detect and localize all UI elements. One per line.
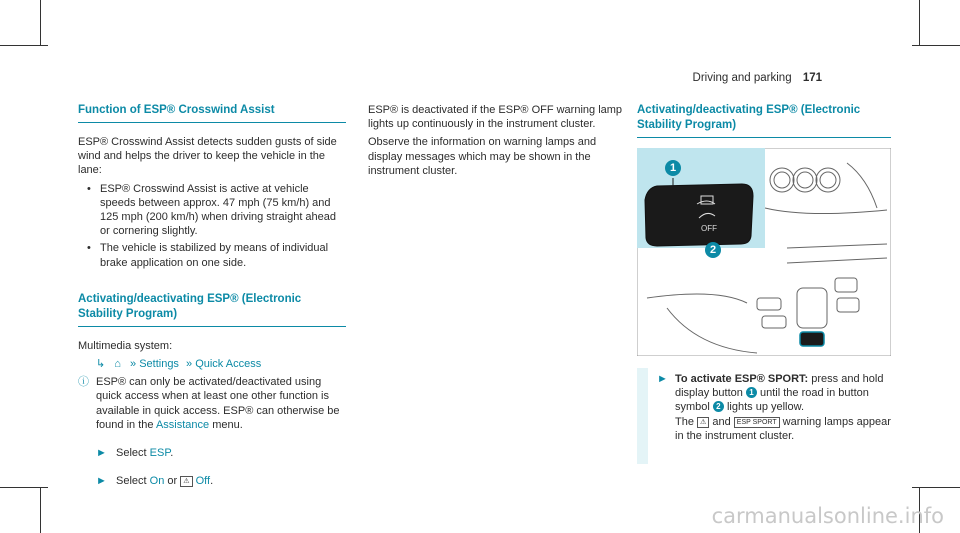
- return-arrow-icon: ↳: [96, 358, 106, 371]
- list-item: • The vehicle is stabilized by means of individual brake application on one side.: [100, 241, 346, 269]
- page-header: [693, 72, 822, 84]
- step-text: press and hold display button: [675, 373, 884, 400]
- step-text: Select: [116, 447, 147, 460]
- step-arrow-icon: ►: [657, 373, 668, 385]
- esp-option[interactable]: ESP: [149, 447, 171, 460]
- column-2: [368, 103, 624, 182]
- assistance-link[interactable]: Assistance: [155, 418, 210, 431]
- section-title: Driving and parking: [692, 72, 792, 84]
- step-text: warning lamps appear in the instrument cluster.: [675, 415, 891, 442]
- esp-off-icon: ⚠: [697, 417, 709, 428]
- bullet-list: [78, 182, 346, 270]
- crop-mark: [912, 45, 960, 46]
- note-text: ESP® can only be activated/deactivated using quick access when at least one other function is available in quick access. ESP® can otherwise be found in the: [96, 376, 340, 431]
- dashboard-illustration: [637, 148, 891, 356]
- crop-mark: [912, 487, 960, 488]
- esp-deactivated-text: [368, 103, 624, 131]
- or-text: or: [167, 475, 178, 488]
- column-1: [78, 103, 346, 488]
- page-number: 171: [802, 72, 822, 84]
- section-heading: Activating/deactivating ESP® (Electronic Stability Program): [78, 292, 346, 327]
- step: ► Select ESP.: [96, 447, 174, 460]
- path-label: Multimedia system:: [78, 339, 173, 352]
- step: ► Select On or ⚠ Off.: [96, 475, 214, 488]
- step-arrow-icon: ►: [96, 447, 107, 460]
- list-item: • ESP® Crosswind Assist is active at vehicle speeds between approx. 47 mph (75 km/h) and 125 mph (200 km/h) when driving straight ahead or cornering slightly.: [100, 182, 346, 239]
- crop-mark: [919, 0, 920, 46]
- paragraph: ESP® is deactivated if the ESP® OFF warning lamp lights up continuously in the instrument cluster.: [368, 104, 623, 131]
- esp-sport-icon: ESP SPORT: [734, 417, 780, 428]
- callout-1-inline: 1: [746, 387, 757, 398]
- column-3: [637, 103, 891, 443]
- paragraph: Observe the information on warning lamps and display messages which may be shown in the instrument cluster.: [368, 136, 597, 177]
- callout-2: 2: [705, 242, 721, 258]
- settings-link[interactable]: Settings: [139, 358, 179, 371]
- info-icon: ⓘ: [78, 376, 89, 389]
- step: [637, 372, 891, 443]
- chevron-right-icon: »: [130, 358, 137, 371]
- note-end: menu.: [212, 418, 243, 431]
- off-label: OFF: [701, 224, 717, 233]
- esp-off-icon: ⚠: [180, 476, 192, 487]
- note: [78, 375, 346, 432]
- menu-path: [78, 357, 346, 371]
- intro-text: ESP® Crosswind Assist detects sudden gusts of side wind and helps the driver to keep the vehicle in the lane:: [78, 136, 337, 177]
- crop-mark: [0, 45, 48, 46]
- chevron-right-icon: »: [186, 358, 193, 371]
- off-option[interactable]: Off: [195, 475, 211, 488]
- step-text: lights up yellow.: [726, 401, 805, 414]
- step-text: until the road in button symbol: [675, 387, 869, 414]
- on-option[interactable]: On: [149, 475, 165, 488]
- step-title: To activate ESP® SPORT:: [675, 373, 809, 385]
- quick-access-link[interactable]: Quick Access: [195, 358, 262, 371]
- home-icon[interactable]: ⌂: [114, 358, 121, 371]
- step-text: and: [712, 415, 731, 428]
- section-heading: Activating/deactivating ESP® (Electronic Stability Program): [637, 103, 891, 138]
- step-text: Select: [116, 475, 147, 488]
- step-text: The: [675, 415, 694, 428]
- callout-1: 1: [665, 160, 681, 176]
- crop-mark: [40, 487, 41, 533]
- crop-mark: [40, 0, 41, 46]
- callout-2-inline: 2: [713, 401, 724, 412]
- section-heading: Function of ESP® Crosswind Assist: [78, 103, 346, 123]
- console-drawing: [637, 148, 891, 356]
- step-bar: [637, 368, 648, 464]
- watermark: carmanualsonline.info: [711, 504, 944, 528]
- crop-mark: [0, 487, 48, 488]
- step-arrow-icon: ►: [96, 475, 107, 488]
